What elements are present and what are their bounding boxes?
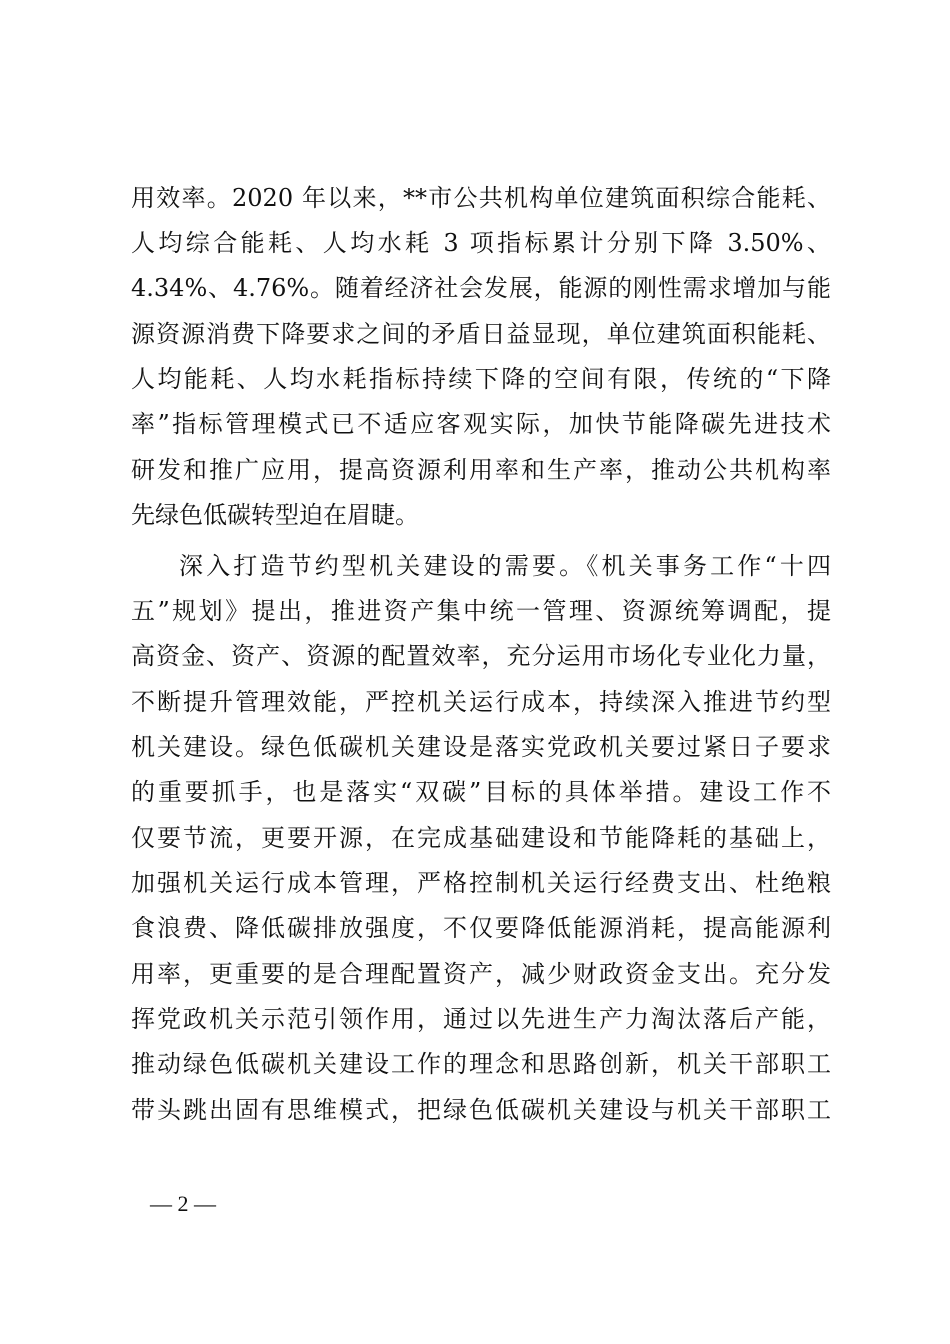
text-line: 挥党政机关示范引领作用，通过以先进生产力淘汰落后产能， [131,1005,831,1033]
text-line: 不断提升管理效能，严控机关运行成本，持续深入推进节约型 [131,688,831,716]
text-line: 加强机关运行成本管理，严格控制机关运行经费支出、杜绝粮 [131,869,831,897]
text-line: 先绿色低碳转型迫在眉睫。 [131,501,419,529]
text-line: 用效率。2020 年以来，**市公共机构单位建筑面积综合能耗、 [131,184,831,212]
text-line: 食浪费、降低碳排放强度，不仅要降低能源消耗，提高能源利 [131,914,831,942]
text-line: 人均能耗、人均水耗指标持续下降的空间有限，传统的“下降 [131,365,831,393]
text-line: 人均综合能耗、人均水耗 3 项指标累计分别下降 3.50%、 [131,229,831,257]
paragraph-first-line: 深入打造节约型机关建设的需要。《机关事务工作“十四 [179,552,831,580]
page-number: — 2 — [150,1191,216,1216]
text-line: 4.34%、4.76%。随着经济社会发展，能源的刚性需求增加与能 [131,274,831,302]
text-line: 用率，更重要的是合理配置资产，减少财政资金支出。充分发 [131,960,831,988]
text-line: 的重要抓手，也是落实“双碳”目标的具体举措。建设工作不 [131,778,831,806]
text-line: 率”指标管理模式已不适应客观实际，加快节能降碳先进技术 [131,410,831,438]
text-line: 机关建设。绿色低碳机关建设是落实党政机关要过紧日子要求 [131,733,831,761]
text-line: 带头跳出固有思维模式，把绿色低碳机关建设与机关干部职工 [131,1096,831,1124]
text-line: 研发和推广应用，提高资源利用率和生产率，推动公共机构率 [131,456,831,484]
text-line: 五”规划》提出，推进资产集中统一管理、资源统筹调配，提 [131,597,831,625]
text-line: 推动绿色低碳机关建设工作的理念和思路创新，机关干部职工 [131,1050,831,1078]
text-line: 仅要节流，更要开源，在完成基础建设和节能降耗的基础上， [131,824,831,852]
text-line: 源资源消费下降要求之间的矛盾日益显现，单位建筑面积能耗、 [131,320,831,348]
text-line: 高资金、资产、资源的配置效率，充分运用市场化专业化力量， [131,642,831,670]
